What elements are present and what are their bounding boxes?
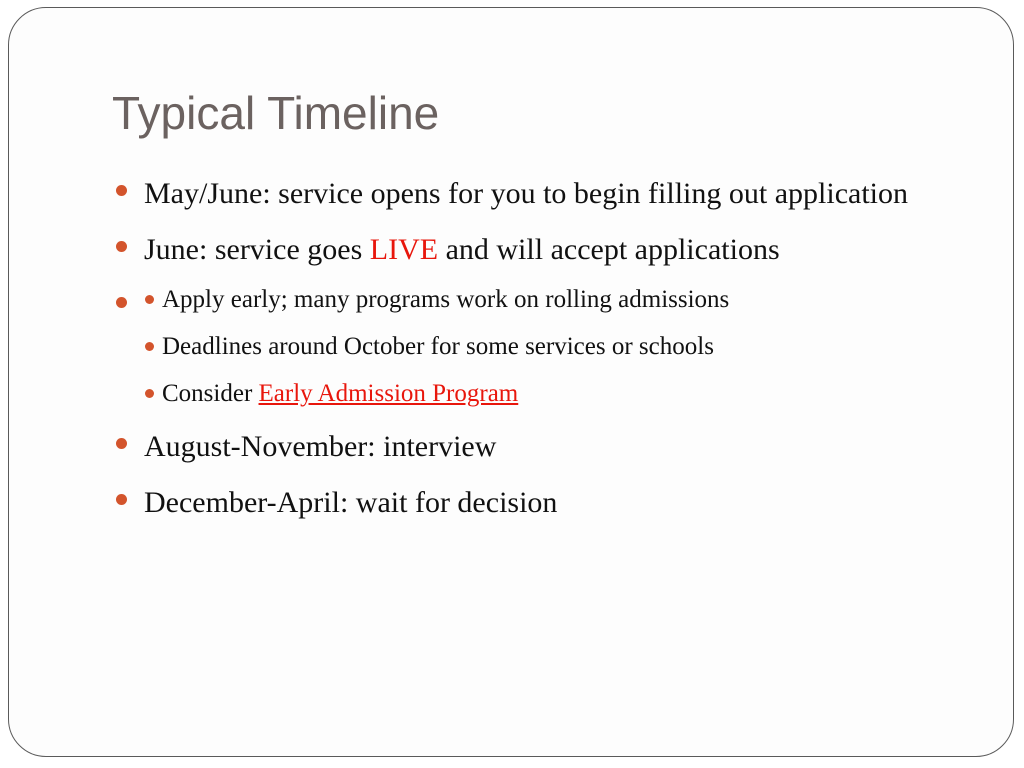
bullet-june-text-after: and will accept applications [438, 233, 780, 266]
bullet-december-april-text: December-April: wait for decision [144, 486, 558, 519]
early-admission-program-link[interactable]: Early Admission Program [258, 380, 519, 407]
sub-bullet-deadlines [132, 329, 916, 364]
sub-bullet-group [116, 282, 916, 411]
bullet-december-april [116, 479, 916, 527]
sub-bullet-consider [132, 376, 916, 411]
bullet-may-june-text: May/June: service opens for you to begin filling out application [144, 177, 909, 210]
sub-bullet-consider-text: Consider [162, 380, 259, 407]
bullet-may-june [116, 170, 916, 218]
bullet-august-november-text: August-November: interview [144, 430, 497, 463]
sub-bullet-deadlines-text: Deadlines around October for some services or schools [162, 333, 714, 360]
sub-bullet-list [116, 282, 916, 411]
bullet-june-live [116, 226, 916, 274]
live-highlight: LIVE [369, 233, 439, 266]
bullet-june-text-before: June: service goes [144, 233, 370, 266]
sub-bullet-apply-early [132, 282, 916, 317]
bullet-list [116, 170, 916, 535]
bullet-august-november [116, 423, 916, 471]
sub-bullet-apply-early-text: Apply early; many programs work on rolling admissions [162, 286, 730, 313]
slide-title: Typical Timeline [112, 87, 440, 139]
